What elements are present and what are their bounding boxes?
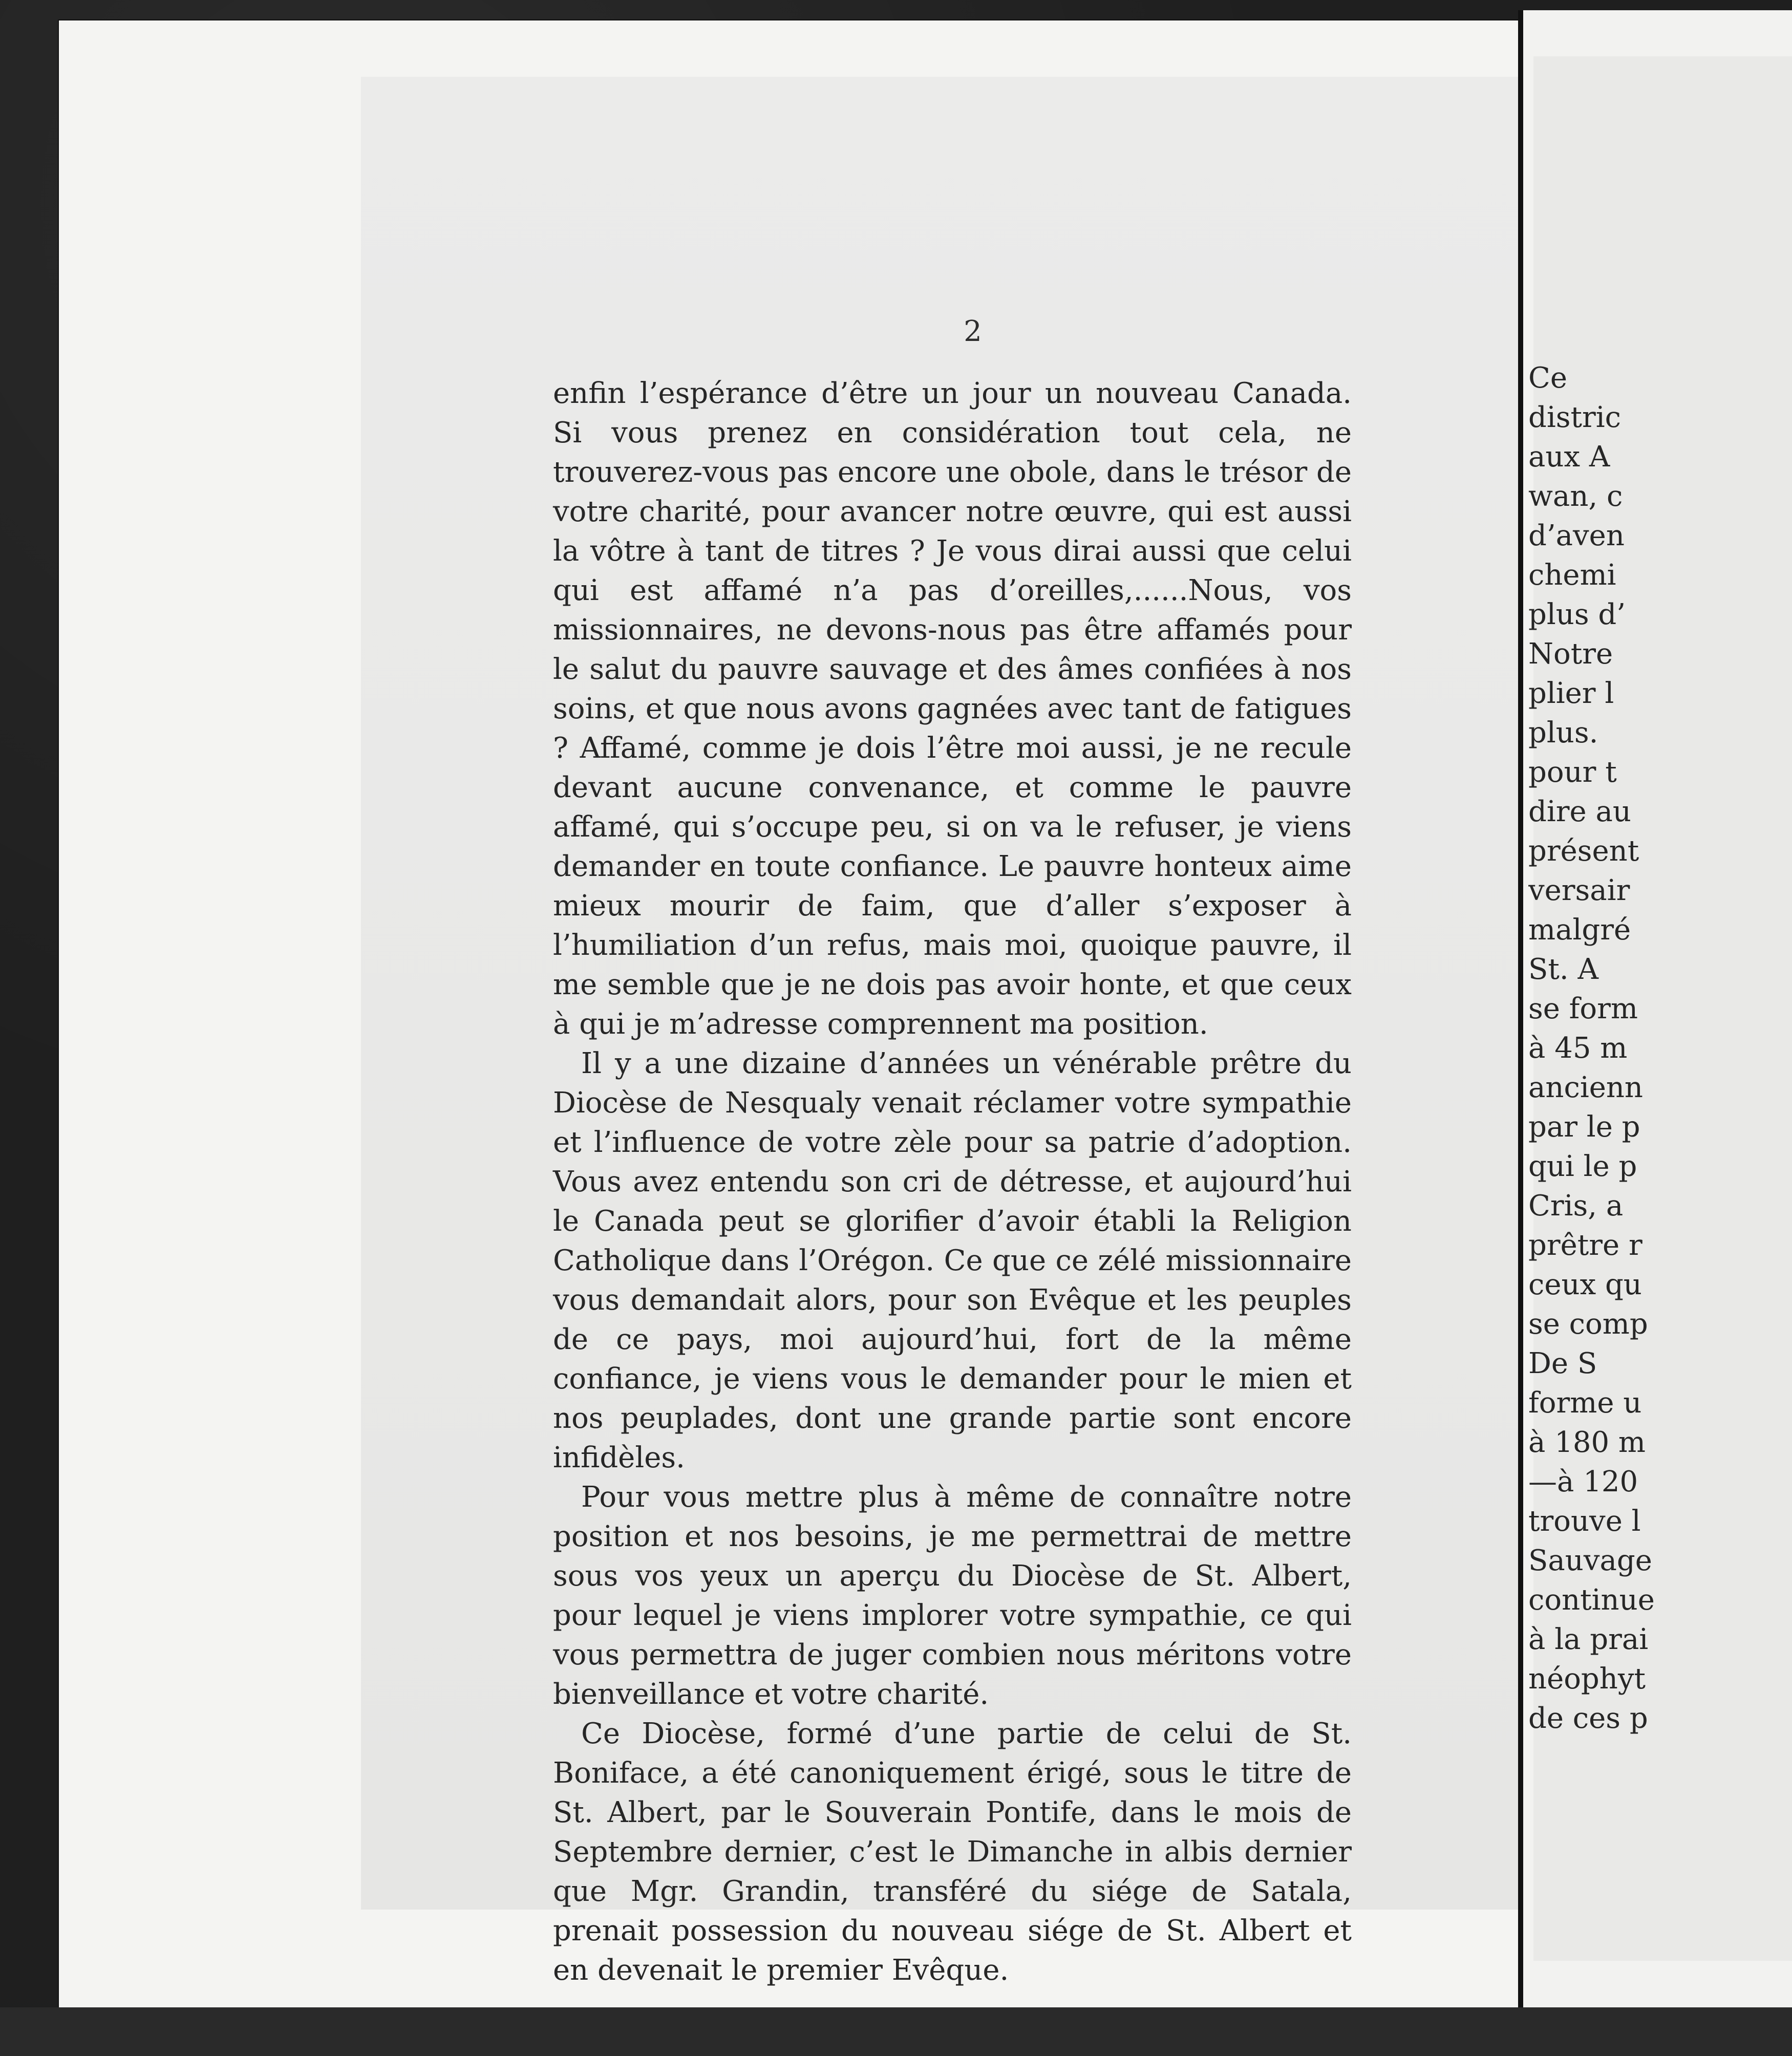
fragment-line: plus d’ — [1528, 598, 1626, 631]
fragment-line: prêtre r — [1528, 1229, 1642, 1262]
fragment-line: trouve l — [1528, 1505, 1641, 1538]
paragraph-2: Il y a une dizaine d’années un vénérable prêtre du Diocèse de Nesqualy venait réclamer votre sympathie et l’influence de votre zèle pour sa patrie d’adoption. Vous avez entendu son cri de détresse, et aujourd’hui le Canada peut se glorifier d’avoir établi la Religion Catholique dans l’Orégon. Ce que ce zélé missionnaire vous demandait alors, pour son Evêque et les peuples de ce pays, moi aujourd’hui, fort de la même confiance, je viens vous le demander pour le mien et nos peuplades, dont une grande partie sont encore infidèles. — [553, 1047, 1352, 1474]
fragment-line: à la prai — [1528, 1623, 1649, 1656]
fragment-line: —à 120 — [1528, 1465, 1638, 1498]
fragment-line: se comp — [1528, 1308, 1648, 1341]
fragment-line: de ces p — [1528, 1702, 1648, 1735]
fragment-line: wan, c — [1528, 480, 1623, 513]
fragment-line: par le p — [1528, 1110, 1640, 1144]
paragraph-4: Ce Diocèse, formé d’une partie de celui de St. Boniface, a été canoniquement érigé, sous le titre de St. Albert, par le Souverain Pontife, dans le mois de Septembre dernier, c’est le Dimanche in albis dernier que Mgr. Grandin, transféré du siége de Satala, prenait possession du nouveau siége de St. Albert et en devenait le premier Evêque. — [553, 1717, 1352, 1987]
fragment-line: à 180 m — [1528, 1426, 1646, 1459]
fragment-line: St. A — [1528, 953, 1598, 986]
fragment-line: continue — [1528, 1583, 1655, 1617]
fragment-line: se form — [1528, 992, 1638, 1025]
fragment-line: d’aven — [1528, 519, 1625, 552]
scan-bottom-edge — [0, 2007, 1792, 2056]
fragment-line: présent — [1528, 834, 1639, 868]
fragment-line: Cris, a — [1528, 1189, 1624, 1223]
fragment-line: distric — [1528, 401, 1622, 434]
fragment-line: versair — [1528, 874, 1630, 907]
page-body — [553, 374, 1352, 1990]
fragment-line: Ce — [1528, 361, 1567, 395]
fragment-line: à 45 m — [1528, 1032, 1628, 1065]
paragraph-3: Pour vous mettre plus à même de connaître notre position et nos besoins, je me permettrai de mettre sous vos yeux un aperçu du Diocèse de St. Albert, pour lequel je viens implorer votre sympathie, ce qui vous permettra de juger combien nous méritons votre bienveillance et votre charité. — [553, 1481, 1352, 1711]
page-number: 2 — [964, 315, 982, 348]
fragment-line: ancienn — [1528, 1071, 1643, 1104]
right-page-text — [1528, 358, 1792, 1738]
fragment-line: De S — [1528, 1347, 1597, 1380]
fragment-line: plus. — [1528, 716, 1598, 749]
fragment-line: pour t — [1528, 756, 1617, 789]
fragment-line: Sauvage — [1528, 1544, 1652, 1577]
fragment-line: chemi — [1528, 559, 1616, 592]
fragment-line: dire au — [1528, 795, 1631, 828]
paragraph-1: enfin l’espérance d’être un jour un nouveau Canada. Si vous prenez en considération tout cela, ne trouverez-vous pas encore une obole, dans le trésor de votre charité, pour avancer notre œuvre, qui est aussi la vôtre à tant de titres ? Je vous dirai aussi que celui qui est affamé n’a pas d’oreilles,......Nous, vos missionnaires, ne devons-nous pas être affamés pour le salut du pauvre sauvage et des âmes confiées à nos soins, et que nous avons gagnées avec tant de fatigues ? Affamé, comme je dois l’être moi aussi, je ne recule devant aucune convenance, et comme le pauvre affamé, qui s’occupe peu, si on va le refuser, je viens demander en toute confiance. Le pauvre honteux aime mieux mourir de faim, que d’aller s’exposer à l’humiliation d’un refus, mais moi, quoique pauvre, il me semble que je ne dois pas avoir honte, et que ceux à qui je m’adresse comprennent ma position. — [553, 377, 1352, 1041]
fragment-line: Notre — [1528, 637, 1613, 671]
fragment-line: néophyt — [1528, 1662, 1646, 1696]
fragment-line: qui le p — [1528, 1150, 1637, 1183]
fragment-line: ceux qu — [1528, 1268, 1642, 1301]
fragment-line: malgré — [1528, 913, 1631, 947]
fragment-line: aux A — [1528, 440, 1610, 474]
fragment-line: forme u — [1528, 1386, 1642, 1420]
fragment-line: plier l — [1528, 677, 1614, 710]
